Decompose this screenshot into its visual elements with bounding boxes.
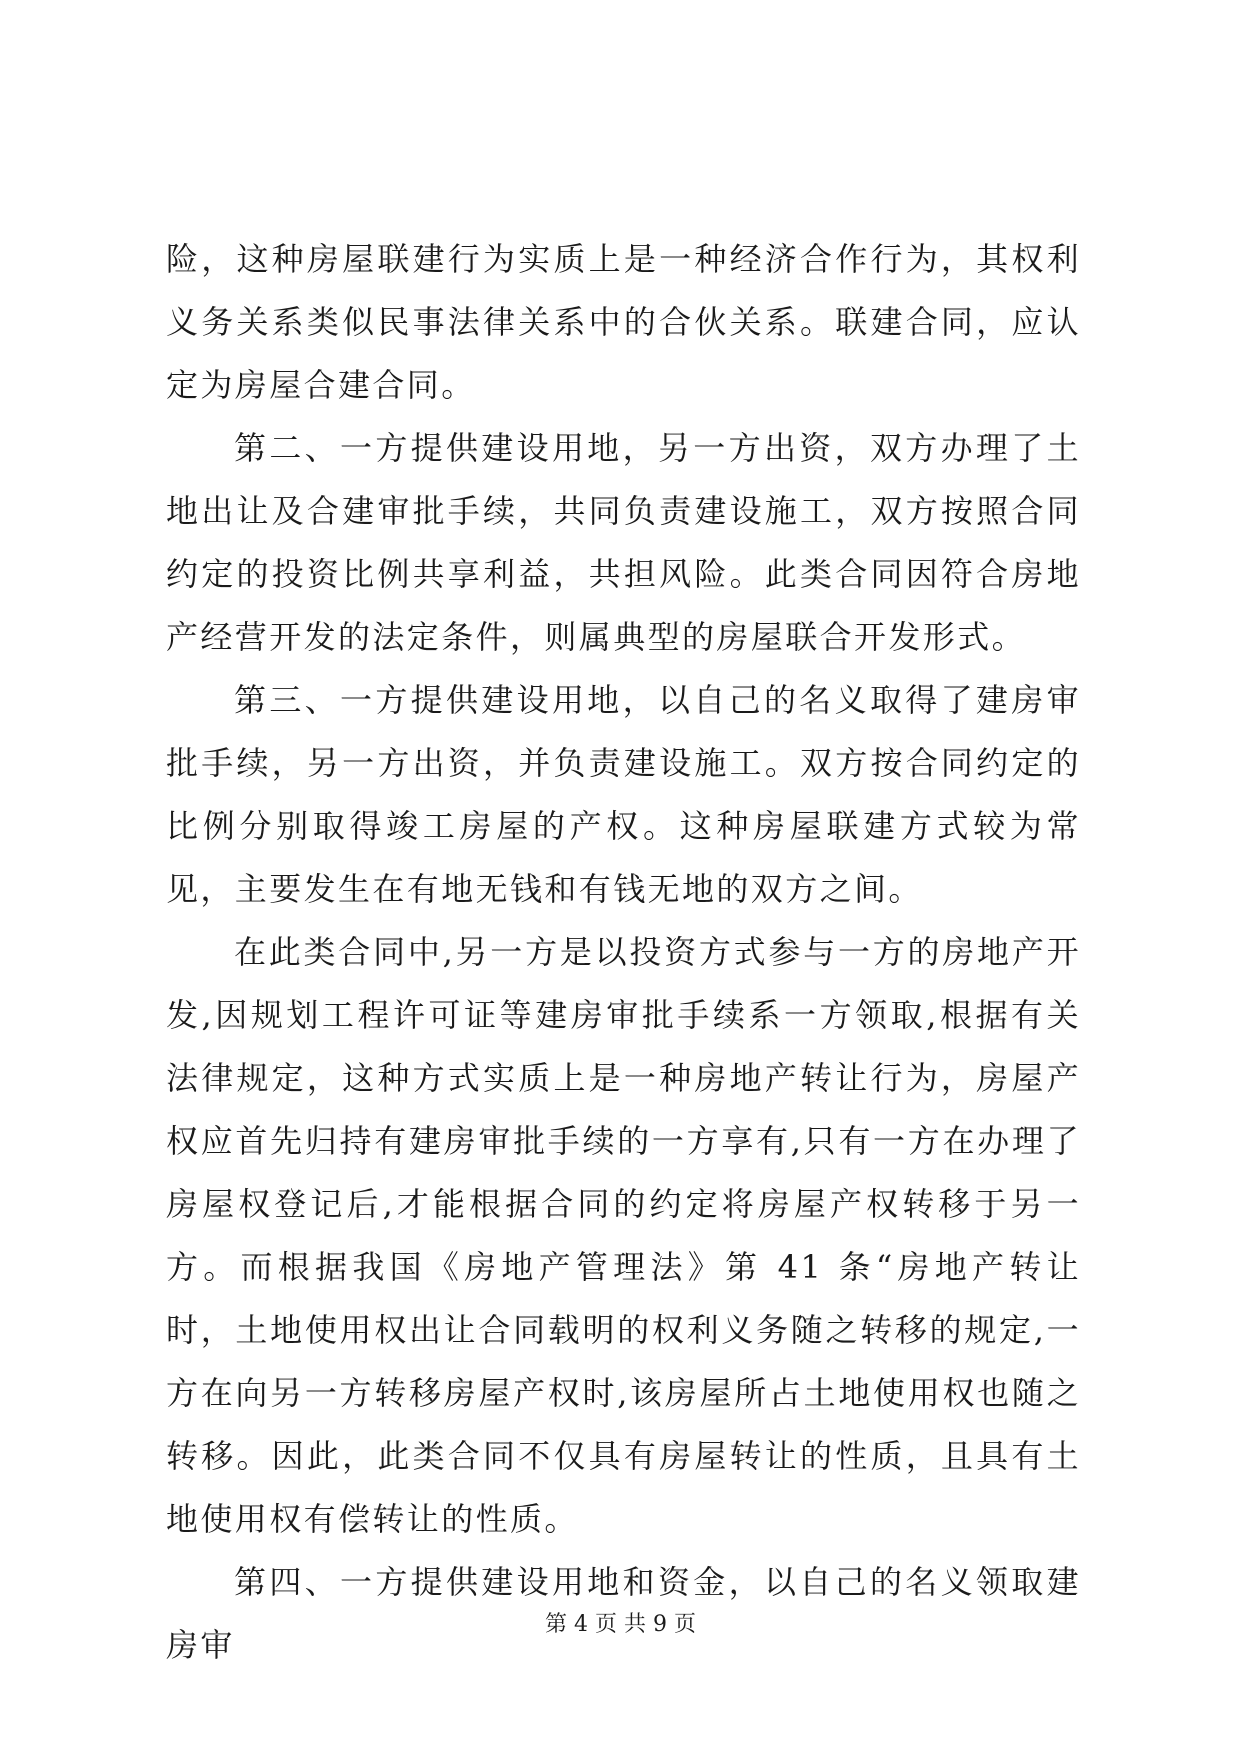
paragraph-section-four: 第四、一方提供建设用地和资金，以自己的名义领取建房审 bbox=[166, 1563, 1081, 1664]
paragraph-section-three: 第三、一方提供建设用地，以自己的名义取得了建房审批手续，另一方出资，并负责建设施工。双方按合同约定的比例分别取得竣工房屋的产权。这种房屋联建方式较为常见，主要发生在有地无钱和有钱无地的双方之间。 bbox=[166, 681, 1081, 908]
paragraph-section-two: 第二、一方提供建设用地，另一方出资，双方办理了土地出让及合建审批手续，共同负责建设施工，双方按照合同约定的投资比例共享利益，共担风险。此类合同因符合房地产经营开发的法定条件，则属典型的房屋联合开发形式。 bbox=[166, 429, 1081, 656]
paragraph-continuation: 险，这种房屋联建行为实质上是一种经济合作行为，其权利义务关系类似民事法律关系中的合伙关系。联建合同，应认定为房屋合建合同。 bbox=[166, 240, 1081, 404]
page-footer bbox=[0, 1607, 1241, 1638]
paragraph-analysis: 在此类合同中,另一方是以投资方式参与一方的房地产开发,因规划工程许可证等建房审批手续系一方领取,根据有关法律规定，这种方式实质上是一种房地产转让行为，房屋产权应首先归持有建房审批手续的一方享有,只有一方在办理了房屋权登记后,才能根据合同的约定将房屋产权转移于另一方。而根据我国《房地产管理法》第 41 条“房地产转让时，土地使用权出让合同载明的权利义务随之转移的规定,一方在向另一方转移房屋产权时,该房屋所占土地使用权也随之转移。因此，此类合同不仅具有房屋转让的性质，且具有土地使用权有偿转让的性质。 bbox=[166, 933, 1081, 1538]
document-body bbox=[166, 228, 1081, 1677]
page-number-label: 第 4 页 共 9 页 bbox=[545, 1612, 696, 1637]
